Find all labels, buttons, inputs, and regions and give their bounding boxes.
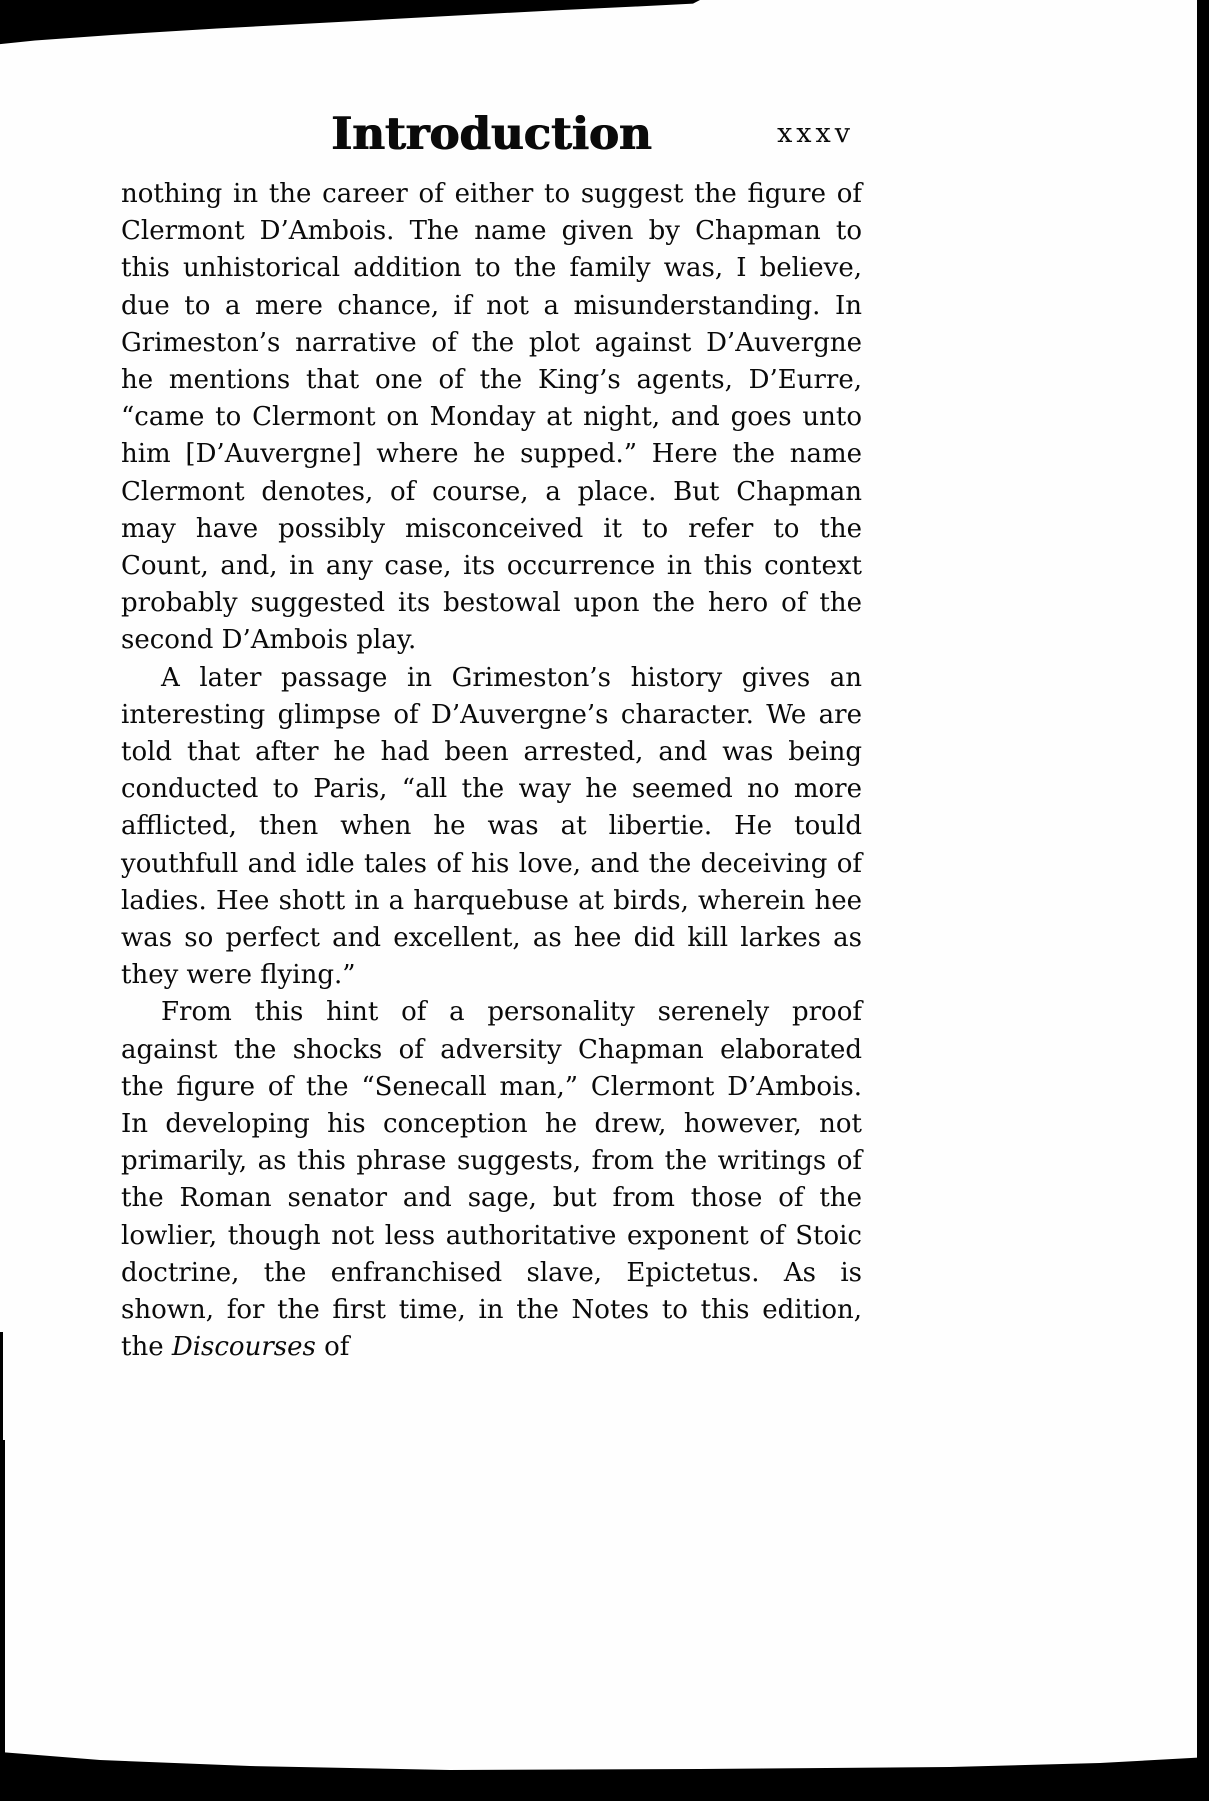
text-segment: A later passage in Grimeston’s history gives an interesting glimpse of D’Auvergne’s character. We are told that after he had been arrested, and was being conducted to Paris, “all the way he seemed no more afflicted, then when he was at libertie. He tould youthfull and idle tales of his love, and the deceiving of ladies. Hee shott in a harquebuse at birds, wherein hee was so perfect and excellent, as hee did kill larkes as they were flying.” bbox=[121, 662, 862, 991]
body-text bbox=[121, 176, 862, 1367]
running-head bbox=[120, 104, 862, 168]
scan-edge-right bbox=[1197, 0, 1209, 1801]
scan-edge-top-left bbox=[0, 0, 700, 46]
page-number: xxxv bbox=[777, 118, 854, 149]
text-segment: of bbox=[315, 1332, 350, 1363]
paragraph bbox=[121, 660, 862, 995]
text-segment: From this hint of a personality serenely proof against the shocks of adversity Chapman elaborated the figure of the “Senecall man,” Clermont D’Ambois. In developing his conception he drew, however, not primarily, as this phrase suggests, from the writings of the Roman senator and sage, but from those of the lowlier, though not less authoritative exponent of Stoic doctrine, the enfranchised slave, Epictetus. As is shown, for the first time, in the Notes to this edition, the bbox=[121, 997, 862, 1363]
paragraph bbox=[121, 176, 862, 660]
scan-edge-bottom bbox=[0, 1745, 1209, 1801]
text-segment: nothing in the career of either to suggest the figure of Clermont D’Ambois. The name given by Chapman to this unhistorical addition to the family was, I believe, due to a mere chance, if not a misunderstanding. In Grimeston’s narrative of the plot against D’Auvergne he mentions that one of the King’s agents, D’Eurre, “came to Clermont on Monday at night, and goes unto him [D’Auvergne] where he supped.” Here the name Clermont denotes, of course, a place. But Chapman may have possibly misconceived it to refer to the Count, and, in any case, its occurrence in this context probably suggested its bestowal upon the hero of the second D’Ambois play. bbox=[121, 179, 862, 656]
paragraph bbox=[121, 994, 862, 1366]
scan-edge-left-line bbox=[0, 1332, 3, 1442]
italic-text: Discourses bbox=[171, 1332, 316, 1363]
page-title: Introduction bbox=[330, 107, 652, 160]
scan-edge-left-line-lower bbox=[0, 1440, 5, 1801]
